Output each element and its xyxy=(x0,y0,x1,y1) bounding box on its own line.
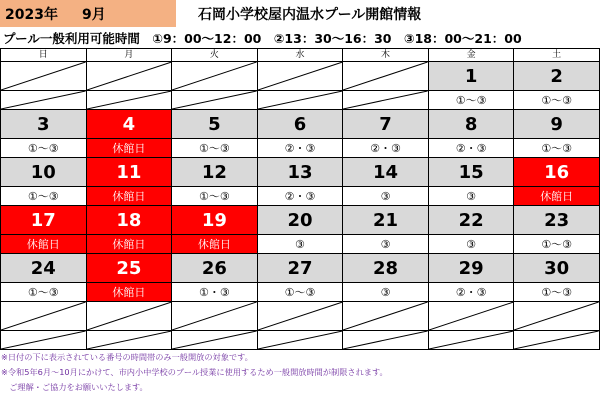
year: 2023年 xyxy=(5,7,58,23)
empty-cell xyxy=(86,62,172,91)
week-day-row xyxy=(1,158,600,187)
weekday-sun: 日 xyxy=(1,49,87,62)
week-day-row xyxy=(1,254,600,283)
weekday-sat: 土 xyxy=(514,49,600,62)
empty-cell xyxy=(1,302,87,331)
closed-label: 休館日 xyxy=(86,283,172,302)
empty-cell xyxy=(1,331,87,350)
diagonal-line xyxy=(1,331,86,349)
diagonal-line xyxy=(87,91,172,109)
day-number: 26 xyxy=(172,254,258,283)
weekday-mon: 月 xyxy=(86,49,172,62)
open-slots-label: ①～③ xyxy=(172,187,258,206)
empty-cell xyxy=(86,331,172,350)
weekday-tue: 火 xyxy=(172,49,258,62)
diagonal-line xyxy=(514,302,599,330)
week-label-row xyxy=(1,331,600,350)
empty-cell xyxy=(343,331,429,350)
empty-cell xyxy=(257,302,343,331)
open-slots-label: ②・③ xyxy=(343,139,429,158)
note-line: ※日付の下に表示されている番号の時間帯のみ一般開放の対象です。 xyxy=(1,352,253,362)
diagonal-line xyxy=(514,331,599,349)
diagonal-line xyxy=(172,62,257,90)
weekday-wed: 水 xyxy=(257,49,343,62)
day-number: 12 xyxy=(172,158,258,187)
year-month-box xyxy=(0,0,176,27)
day-number: 9 xyxy=(514,110,600,139)
open-slots-label: ③ xyxy=(343,187,429,206)
closed-label: 休館日 xyxy=(1,235,87,254)
day-number: 7 xyxy=(343,110,429,139)
notes xyxy=(1,350,599,395)
diagonal-line xyxy=(258,62,343,90)
open-slots-label: ①～③ xyxy=(1,139,87,158)
day-number: 14 xyxy=(343,158,429,187)
empty-cell xyxy=(428,331,514,350)
closed-label: 休館日 xyxy=(86,139,172,158)
open-slots-label: ①～③ xyxy=(172,139,258,158)
note-line: ご理解・ご協力をお願いいたします。 xyxy=(1,382,148,392)
weekday-fri: 金 xyxy=(428,49,514,62)
day-number: 3 xyxy=(1,110,87,139)
pool-hours: プール一般利用可能時間 ①9：00～12：00 ②13：30～16：30 ③18：00～21：00 xyxy=(3,31,522,46)
empty-cell xyxy=(1,91,87,110)
closed-label: 休館日 xyxy=(86,187,172,206)
week-day-row xyxy=(1,110,600,139)
day-number: 25 xyxy=(86,254,172,283)
header xyxy=(0,0,600,28)
empty-cell xyxy=(172,62,258,91)
open-slots-label: ①～③ xyxy=(514,283,600,302)
calendar-body xyxy=(1,62,600,350)
diagonal-line xyxy=(258,331,343,349)
diagonal-line xyxy=(343,331,428,349)
diagonal-line xyxy=(172,91,257,109)
calendar-table xyxy=(0,48,600,350)
open-slots-label: ①～③ xyxy=(257,283,343,302)
diagonal-line xyxy=(258,91,343,109)
day-number: 19 xyxy=(172,206,258,235)
empty-cell xyxy=(257,91,343,110)
note-line: ※令和5年6月～10月にかけて、市内小中学校のプール授業に使用するため一般開放時間が制限されます。 xyxy=(1,367,388,377)
open-slots-label: ①～③ xyxy=(514,139,600,158)
day-number: 6 xyxy=(257,110,343,139)
weekday-header-row xyxy=(1,49,600,62)
diagonal-line xyxy=(343,91,428,109)
empty-cell xyxy=(257,62,343,91)
diagonal-line xyxy=(343,62,428,90)
day-number: 10 xyxy=(1,158,87,187)
diagonal-line xyxy=(1,302,86,330)
day-number: 21 xyxy=(343,206,429,235)
closed-label: 休館日 xyxy=(86,235,172,254)
day-number: 16 xyxy=(514,158,600,187)
weekday-thu: 木 xyxy=(343,49,429,62)
week-day-row xyxy=(1,206,600,235)
open-slots-label: ③ xyxy=(343,283,429,302)
empty-cell xyxy=(172,91,258,110)
diagonal-line xyxy=(1,91,86,109)
day-number: 18 xyxy=(86,206,172,235)
open-slots-label: ①～③ xyxy=(514,91,600,110)
empty-cell xyxy=(172,331,258,350)
closed-label: 休館日 xyxy=(172,235,258,254)
empty-cell xyxy=(343,62,429,91)
day-number: 5 xyxy=(172,110,258,139)
week-label-row xyxy=(1,283,600,302)
diagonal-line xyxy=(1,62,86,90)
day-number: 27 xyxy=(257,254,343,283)
open-slots-label: ②・③ xyxy=(428,139,514,158)
week-label-row xyxy=(1,235,600,254)
day-number: 30 xyxy=(514,254,600,283)
day-number: 23 xyxy=(514,206,600,235)
week-day-row xyxy=(1,302,600,331)
empty-cell xyxy=(514,331,600,350)
empty-cell xyxy=(428,302,514,331)
day-number: 20 xyxy=(257,206,343,235)
diagonal-line xyxy=(87,302,172,330)
day-number: 13 xyxy=(257,158,343,187)
diagonal-line xyxy=(172,331,257,349)
open-slots-label: ①・③ xyxy=(172,283,258,302)
open-slots-label: ③ xyxy=(428,187,514,206)
diagonal-line xyxy=(429,331,514,349)
open-slots-label: ①～③ xyxy=(1,187,87,206)
empty-cell xyxy=(514,302,600,331)
empty-cell xyxy=(86,302,172,331)
day-number: 22 xyxy=(428,206,514,235)
empty-cell xyxy=(1,62,87,91)
empty-cell xyxy=(257,331,343,350)
day-number: 29 xyxy=(428,254,514,283)
open-slots-label: ③ xyxy=(343,235,429,254)
day-number: 17 xyxy=(1,206,87,235)
open-slots-label: ③ xyxy=(428,235,514,254)
open-slots-label: ②・③ xyxy=(257,187,343,206)
day-number: 8 xyxy=(428,110,514,139)
empty-cell xyxy=(343,302,429,331)
open-slots-label: ①～③ xyxy=(514,235,600,254)
open-slots-label: ②・③ xyxy=(428,283,514,302)
day-number: 2 xyxy=(514,62,600,91)
closed-label: 休館日 xyxy=(514,187,600,206)
diagonal-line xyxy=(87,331,172,349)
day-number: 24 xyxy=(1,254,87,283)
diagonal-line xyxy=(429,302,514,330)
diagonal-line xyxy=(258,302,343,330)
empty-cell xyxy=(343,91,429,110)
open-slots-label: ①～③ xyxy=(428,91,514,110)
week-label-row xyxy=(1,187,600,206)
diagonal-line xyxy=(343,302,428,330)
day-number: 4 xyxy=(86,110,172,139)
day-number: 15 xyxy=(428,158,514,187)
week-day-row xyxy=(1,62,600,91)
empty-cell xyxy=(86,91,172,110)
open-slots-label: ①～③ xyxy=(1,283,87,302)
open-slots-label: ③ xyxy=(257,235,343,254)
day-number: 1 xyxy=(428,62,514,91)
day-number: 28 xyxy=(343,254,429,283)
week-label-row xyxy=(1,139,600,158)
diagonal-line xyxy=(172,302,257,330)
diagonal-line xyxy=(87,62,172,90)
open-slots-label: ②・③ xyxy=(257,139,343,158)
month: 9月 xyxy=(82,7,106,23)
week-label-row xyxy=(1,91,600,110)
empty-cell xyxy=(172,302,258,331)
page-title: 石岡小学校屋内温水プール開館情報 xyxy=(198,7,422,23)
day-number: 11 xyxy=(86,158,172,187)
